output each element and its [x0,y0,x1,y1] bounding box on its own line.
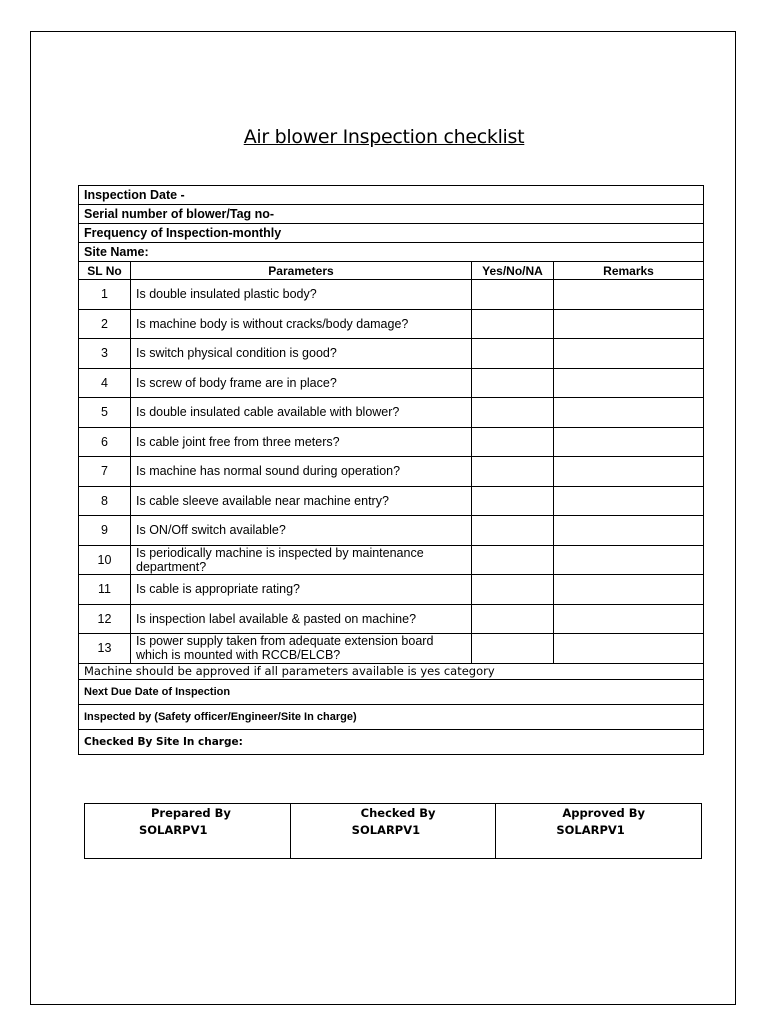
checklist-parameter: Is cable sleeve available near machine entry? [131,486,472,516]
checklist-remarks-field[interactable] [554,398,704,428]
checklist-sl-no: 2 [79,309,131,339]
serial-number-field[interactable]: Serial number of blower/Tag no- [79,205,704,224]
frequency-field[interactable]: Frequency of Inspection-monthly [79,224,704,243]
checklist-yes-no-na-field[interactable] [472,486,554,516]
checklist-row [79,427,704,457]
checklist-parameter: Is inspection label available & pasted on machine? [131,604,472,634]
checklist-remarks-field[interactable] [554,457,704,487]
checklist-parameter: Is ON/Off switch available? [131,516,472,546]
checklist-parameter: Is machine body is without cracks/body damage? [131,309,472,339]
checklist-row [79,486,704,516]
checklist-sl-no: 3 [79,339,131,369]
checklist-parameter: Is cable is appropriate rating? [131,575,472,605]
checklist-sl-no: 11 [79,575,131,605]
checklist-row [79,280,704,310]
checklist-yes-no-na-field[interactable] [472,545,554,575]
checklist-parameter: Is periodically machine is inspected by maintenance department? [131,545,472,575]
checklist-row [79,516,704,546]
checked-by-site-field[interactable]: Checked By Site In charge: [79,729,704,754]
checklist-yes-no-na-field[interactable] [472,575,554,605]
checklist-yes-no-na-field[interactable] [472,516,554,546]
checklist-yes-no-na-field[interactable] [472,634,554,664]
checklist-row [79,575,704,605]
checklist-remarks-field[interactable] [554,516,704,546]
checklist-row [79,604,704,634]
checklist-parameter: Is cable joint free from three meters? [131,427,472,457]
checklist-row [79,545,704,575]
checklist-sl-no: 6 [79,427,131,457]
approval-note: Machine should be approved if all parameters available is yes category [79,663,704,679]
column-header-yes-no-na: Yes/No/NA [472,262,554,280]
column-header-remarks: Remarks [554,262,704,280]
approved-by-label: Approved By [562,806,646,820]
checklist-yes-no-na-field[interactable] [472,427,554,457]
approved-by-name: SOLARPV1 [556,823,625,837]
checklist-remarks-field[interactable] [554,486,704,516]
site-name-field[interactable]: Site Name: [79,243,704,262]
inspection-checklist-table [78,185,704,755]
checklist-parameter: Is machine has normal sound during operation? [131,457,472,487]
checklist-items [79,280,704,664]
inspection-date-field[interactable]: Inspection Date - [79,186,704,205]
checklist-sl-no: 8 [79,486,131,516]
checklist-parameter: Is screw of body frame are in place? [131,368,472,398]
checklist-yes-no-na-field[interactable] [472,457,554,487]
prepared-by-name: SOLARPV1 [139,823,208,837]
column-header-parameters: Parameters [131,262,472,280]
checklist-sl-no: 4 [79,368,131,398]
checklist-remarks-field[interactable] [554,604,704,634]
approved-by-cell [496,804,702,859]
checklist-row [79,457,704,487]
checked-by-cell [290,804,496,859]
checklist-parameter: Is double insulated plastic body? [131,280,472,310]
checklist-row [79,339,704,369]
checklist-sl-no: 13 [79,634,131,664]
checklist-yes-no-na-field[interactable] [472,398,554,428]
checklist-yes-no-na-field[interactable] [472,280,554,310]
document-title: Air blower Inspection checklist [243,126,525,148]
next-due-date-field[interactable]: Next Due Date of Inspection [79,679,704,704]
signoff-table [84,803,702,859]
checklist-row [79,368,704,398]
checklist-sl-no: 7 [79,457,131,487]
checklist-row [79,398,704,428]
checklist-parameter: Is double insulated cable available with blower? [131,398,472,428]
column-header-sl-no: SL No [79,262,131,280]
checked-by-label: Checked By [360,806,436,820]
prepared-by-cell [85,804,291,859]
column-header-row [79,262,704,280]
checklist-yes-no-na-field[interactable] [472,368,554,398]
prepared-by-label: Prepared By [151,806,231,820]
checklist-remarks-field[interactable] [554,427,704,457]
checklist-remarks-field[interactable] [554,280,704,310]
checklist-remarks-field[interactable] [554,309,704,339]
checklist-remarks-field[interactable] [554,634,704,664]
checklist-row [79,309,704,339]
checked-by-name: SOLARPV1 [351,823,421,837]
checklist-remarks-field[interactable] [554,368,704,398]
checklist-parameter: Is power supply taken from adequate extension board which is mounted with RCCB/ELCB? [131,634,472,664]
checklist-remarks-field[interactable] [554,339,704,369]
inspected-by-field[interactable]: Inspected by (Safety officer/Engineer/Site In charge) [79,704,704,729]
checklist-sl-no: 1 [79,280,131,310]
checklist-yes-no-na-field[interactable] [472,309,554,339]
checklist-sl-no: 12 [79,604,131,634]
checklist-yes-no-na-field[interactable] [472,339,554,369]
checklist-remarks-field[interactable] [554,575,704,605]
checklist-sl-no: 10 [79,545,131,575]
checklist-row [79,634,704,664]
checklist-remarks-field[interactable] [554,545,704,575]
checklist-sl-no: 9 [79,516,131,546]
checklist-yes-no-na-field[interactable] [472,604,554,634]
checklist-parameter: Is switch physical condition is good? [131,339,472,369]
checklist-sl-no: 5 [79,398,131,428]
